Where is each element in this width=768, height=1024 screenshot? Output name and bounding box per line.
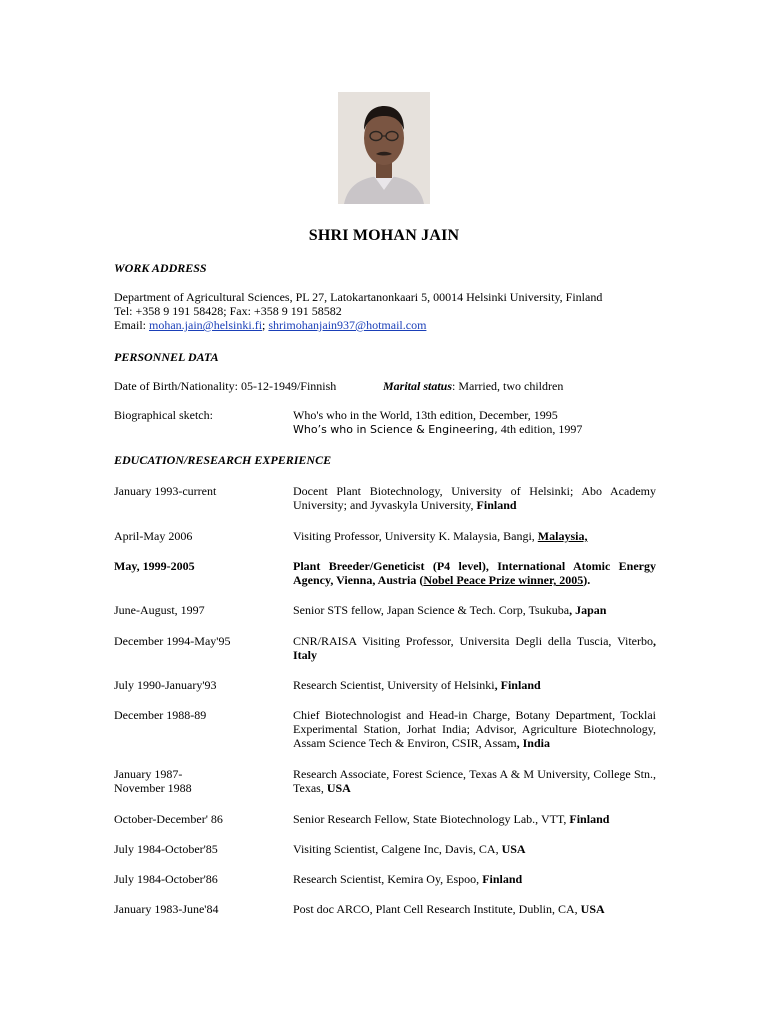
entry-date-end: November 1988	[114, 781, 192, 795]
bio-desc	[293, 408, 656, 437]
bio-label: Biographical sketch:	[114, 408, 213, 422]
marital-status-value: : Married, two children	[452, 379, 564, 393]
entry-country: USA	[326, 781, 351, 795]
entry-date: July 1990-January'93	[114, 678, 217, 692]
entry-description	[293, 678, 656, 692]
entry-description	[293, 767, 656, 795]
entry-award: Nobel Peace Prize winner, 2005	[423, 573, 584, 587]
entry-text: Plant Breeder/Geneticist (P4 level), International Atomic Energy Agency, Vienna, Austria (	[293, 559, 656, 587]
email-line	[114, 318, 674, 332]
entry-date: June-August, 1997	[114, 603, 205, 617]
entry-country: , Finland	[494, 678, 541, 692]
dob-text: Date of Birth/Nationality: 05-12-1949/Finnish	[114, 379, 337, 393]
entry-text: Research Scientist, Kemira Oy, Espoo,	[293, 872, 483, 886]
entry-text: CNR/RAISA Visiting Professor, Universita Degli della Tuscia, Viterbo	[293, 634, 653, 648]
entry-text: Docent Plant Biotechnology, University of Helsinki; Abo Academy University; and Jyvaskyla University,	[293, 484, 656, 512]
email-label: Email:	[114, 318, 149, 332]
page-title: SHRI MOHAN JAIN	[308, 227, 460, 244]
bio-line-2	[293, 422, 656, 437]
entry-tail: ).	[583, 573, 591, 587]
entry-text: Chief Biotechnologist and Head-in Charge, Botany Department, Tocklai Experimental Station, Jorhat India; Advisor, Agriculture Biotechnology, Assam Science Tech & Environ, CSIR, Assam	[293, 708, 656, 750]
personnel-data-heading: PERSONNEL DATA	[114, 350, 219, 364]
entry-description	[293, 634, 656, 662]
work-address-heading: WORK ADDRESS	[114, 261, 207, 275]
phone-fax-line: Tel: +358 9 191 58428; Fax: +358 9 191 58582	[114, 304, 342, 318]
entry-country: , India	[516, 736, 550, 750]
bio-line-1: Who's who in the World, 13th edition, December, 1995	[293, 408, 558, 422]
entry-description	[293, 529, 656, 543]
entry-text: Senior STS fellow, Japan Science & Tech. Corp, Tsukuba	[293, 603, 570, 617]
entry-text: Research Associate, Forest Science, Texas A & M University, College Stn., Texas,	[293, 767, 656, 795]
entry-country: Finland	[482, 872, 523, 886]
entry-date: January 1993-current	[114, 484, 217, 498]
email-separator: ;	[262, 318, 269, 332]
bio-line-2-title: Who’s who in Science & Engineering,	[293, 423, 498, 436]
entry-description	[293, 842, 656, 856]
entry-description	[293, 708, 656, 750]
entry-date: January 1983-June'84	[114, 902, 219, 916]
entry-country: Finland	[569, 812, 610, 826]
entry-text: Research Scientist, University of Helsinki	[293, 678, 495, 692]
entry-country: , Italy	[293, 634, 656, 662]
email-link-helsinki[interactable]: mohan.jain@helsinki.fi	[149, 318, 263, 332]
entry-text: Visiting Scientist, Calgene Inc, Davis, CA,	[293, 842, 502, 856]
entry-description	[293, 559, 656, 587]
portrait-photo	[338, 92, 430, 204]
entry-description	[293, 872, 656, 886]
entry-description	[293, 603, 656, 617]
portrait-image	[338, 92, 430, 204]
entry-text: Post doc ARCO, Plant Cell Research Institute, Dublin, CA,	[293, 902, 581, 916]
entry-country: USA	[580, 902, 605, 916]
entry-country: Finland	[476, 498, 517, 512]
entry-date: October-December' 86	[114, 812, 223, 826]
entry-text: Visiting Professor, University K. Malaysia, Bangi,	[293, 529, 538, 543]
entry-date: April-May 2006	[114, 529, 193, 543]
entry-date: July 1984-October'86	[114, 872, 218, 886]
address-line: Department of Agricultural Sciences, PL 27, Latokartanonkaari 5, 00014 Helsinki University, Finland	[114, 290, 603, 304]
marital-status	[383, 379, 563, 393]
entry-text: Senior Research Fellow, State Biotechnology Lab., VTT,	[293, 812, 570, 826]
email-link-hotmail[interactable]: shrimohanjain937@hotmail.com	[268, 318, 427, 332]
marital-status-label: Marital status	[383, 379, 453, 393]
entry-date	[114, 767, 284, 795]
entry-date-start: January 1987-	[114, 767, 183, 781]
entry-country: , Japan	[569, 603, 607, 617]
entry-country: Malaysia,	[537, 529, 588, 543]
entry-date: December 1994-May'95	[114, 634, 231, 648]
work-address-block	[114, 290, 674, 332]
entry-date: May, 1999-2005	[114, 559, 195, 573]
bio-line-2-edition: 4th edition, 1997	[497, 422, 583, 436]
entry-country: USA	[501, 842, 526, 856]
entry-date: July 1984-October'85	[114, 842, 218, 856]
entry-description	[293, 812, 656, 826]
entry-description	[293, 484, 656, 512]
entry-date: December 1988-89	[114, 708, 207, 722]
education-heading: EDUCATION/RESEARCH EXPERIENCE	[114, 453, 332, 467]
entry-description	[293, 902, 656, 916]
